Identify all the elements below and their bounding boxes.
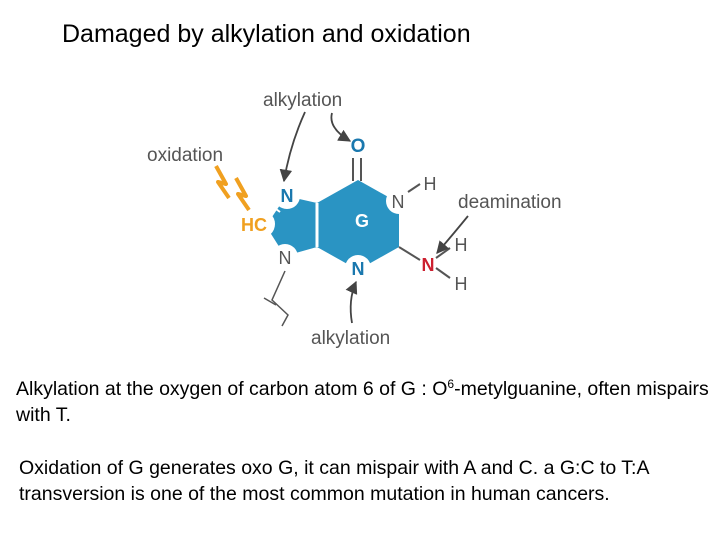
- atom-n1: N: [391, 192, 405, 212]
- n2-h-bond-b: [436, 268, 450, 278]
- n1-h-bond: [408, 184, 420, 192]
- atom-o6: O: [350, 136, 366, 157]
- alkylation-top-label: alkylation: [263, 90, 343, 111]
- alkylation-text-end: -metylguanine, often mispairs with T.: [16, 378, 709, 426]
- deamination-label: deamination: [458, 192, 562, 213]
- oxidation-label: oxidation: [147, 145, 224, 166]
- atom-n3: N: [351, 259, 365, 279]
- ring-label-g: G: [354, 211, 370, 231]
- atom-n2: N: [421, 255, 435, 275]
- alkylation-paragraph: [16, 376, 716, 428]
- alkylation-top-arrow-to-n7: [284, 112, 305, 181]
- atom-n9: N: [278, 248, 292, 268]
- lightning-bolt-1: [216, 166, 229, 198]
- atom-c8: HC: [241, 215, 267, 235]
- sugar-linkage: [272, 271, 288, 326]
- alkylation-text-start: Alkylation at the oxygen of carbon atom 6 of G : O: [16, 378, 448, 400]
- oxidation-paragraph: Oxidation of G generates oxo G, it can mispair with A and C. a G:C to T:A transversion is one of the most common mutation in human cancers.: [19, 457, 649, 505]
- alkylation-bottom-arrow: [351, 282, 356, 323]
- alkylation-bottom-label: alkylation: [311, 328, 391, 349]
- alkylation-top-arrow-to-o: [331, 113, 350, 141]
- c2-n2-bond: [399, 247, 420, 260]
- slide-title: Damaged by alkylation and oxidation: [62, 20, 471, 48]
- atom-n7: N: [280, 186, 294, 206]
- lightning-bolt-2: [236, 178, 249, 210]
- atom-h2b: H: [454, 274, 468, 294]
- superscript-six: 6: [447, 377, 455, 391]
- atom-h2a: H: [454, 235, 468, 255]
- atom-h1: H: [423, 174, 437, 194]
